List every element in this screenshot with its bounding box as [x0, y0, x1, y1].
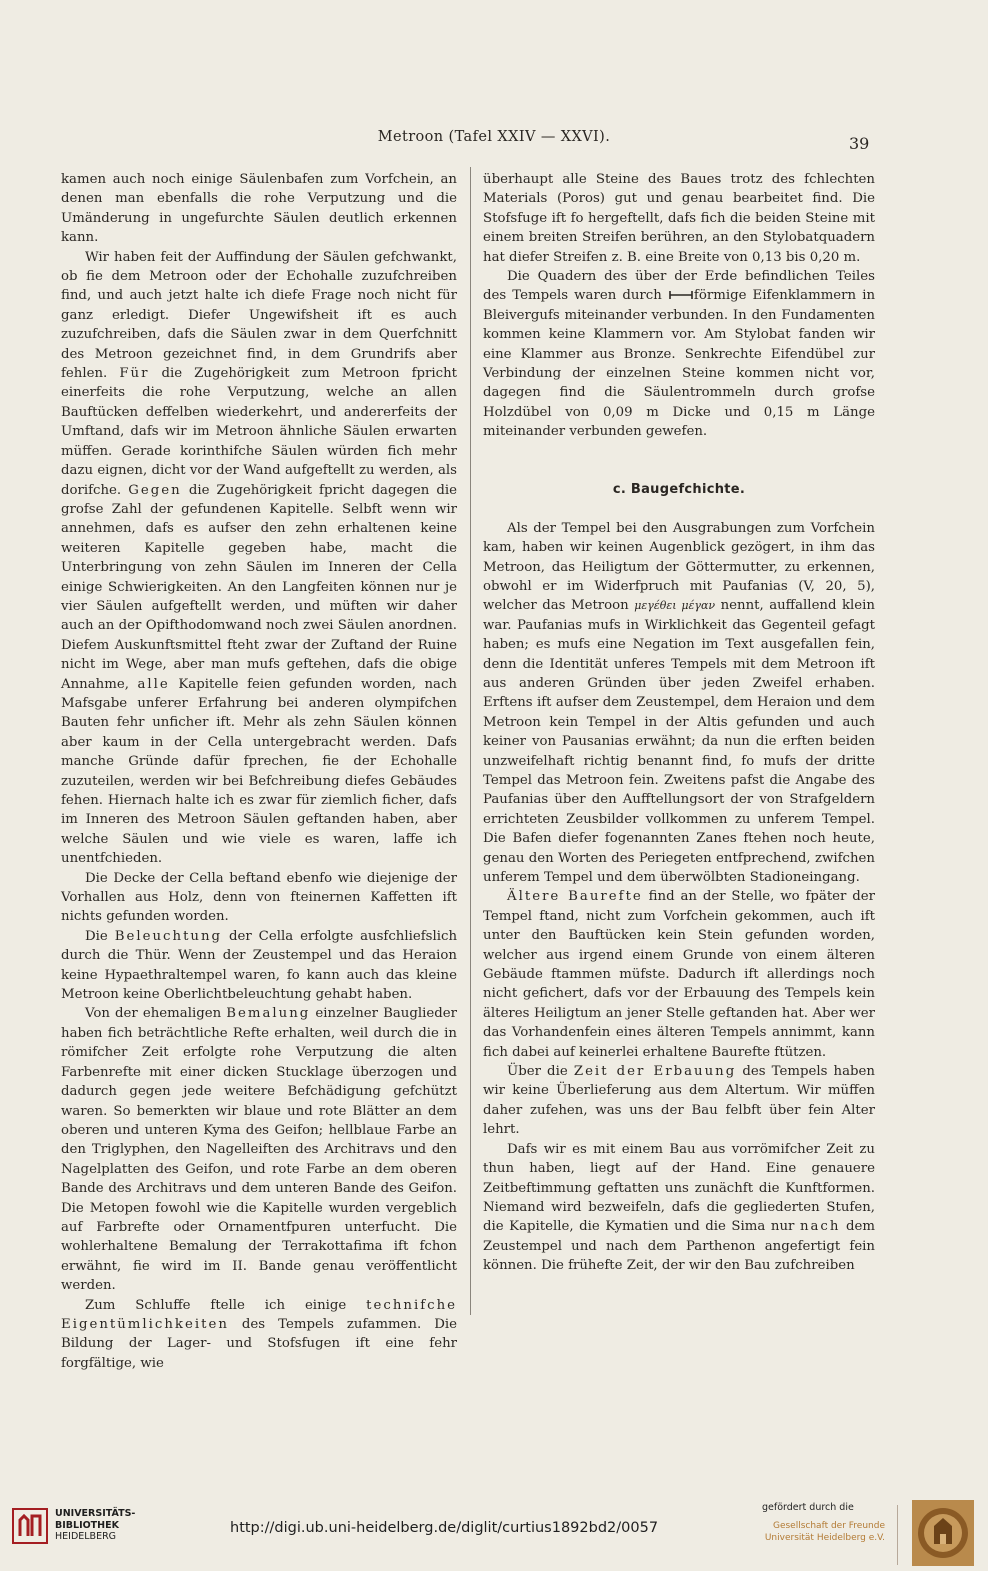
clamp-symbol-icon [668, 290, 694, 300]
section-heading: c. Baugefchichte. [612, 481, 746, 497]
column-divider [470, 167, 471, 1315]
footer-divider [897, 1505, 898, 1565]
paragraph: Von der ehemaligen Bemalung einzelner Bauglieder haben fich beträchtliche Refte erhalten, weil durch die in römifcher Zeit erfolgte rohe Verputzung die alten Farbenrefte mit einer dicken Stucklage überzogen und dadurch gegen jede weitere Befchädigung gefchützt waren. So bemerkten wir blaue und rote Blätter an dem oberen und unteren Kyma des Geifon; hellblaue Farbe an den Triglyphen, den Nagelleiften des Architravs und den Nagelplatten des Geifon, und rote Farbe an dem oberen Bande des Architravs und dem unteren Bande des Geifon. Die Metopen fowohl wie die Kapitelle wurden vergeblich auf Farbrefte oder Ornamentfpuren unterfucht. Die wohlerhaltene Bemalung der Terrakottafima ift fchon erwähnt, fie wird im II. Bande genau veröffentlicht werden. [61, 1006, 457, 1294]
paragraph: Die Quadern des über der Erde befindlichen Teiles des Tempels waren durch förmige Eifenklammern in Bleivergufs miteinander verbunden. In den Fundamenten kommen keine Klammern vor. Am Stylobat fanden wir eine Klammer aus Bronze. Senkrechte Eifendübel zur Verbindung der einzelnen Steine kommen nicht vor, dagegen find die Säulentrommeln durch grofse Holzdübel von 0,09 m Dicke und 0,15 m Länge miteinander verbunden gewefen. [483, 269, 876, 440]
source-url-link[interactable]: http://digi.ub.uni-heidelberg.de/diglit/curtius1892bd2/0057 [230, 1520, 659, 1536]
paragraph: überhaupt alle Steine des Baues trotz des fchlechten Materials (Poros) gut und genau bearbeitet find. Die Stofsfuge ift fo hergeftellt, dafs fich die beiden Steine mit einem breiten Streifen berühren, an den Stylobatquadern hat diefer Streifen z. B. eine Breite von 0,13 bis 0,20 m. [483, 172, 875, 265]
university-library-logo-icon [12, 1508, 48, 1544]
library-name: UNIVERSITÄTS- BIBLIOTHEK HEIDELBERG [55, 1508, 136, 1542]
right-column [483, 170, 875, 1276]
paragraph: Die Beleuchtung der Cella erfolgte ausfchliefslich durch die Thür. Wenn der Zeustempel und das Heraion keine Hypaethraltempel waren, fo kann auch das kleine Metroon keine Oberlichtbeleuchtung gehabt haben. [61, 928, 458, 1003]
funded-by-label: gefördert durch die [762, 1502, 854, 1513]
society-name: Gesellschaft der Freunde Universität Heidelberg e.V. [764, 1521, 885, 1543]
paragraph: kamen auch noch einige Säulenbafen zum Vorfchein, an denen man ebenfalls die rohe Verputzung und die Umänderung in ungefurchte Säulen deutlich erkennen kann. [61, 172, 457, 246]
paragraph: Wir haben feit der Auffindung der Säulen gefchwankt, ob fie dem Metroon oder der Echohalle zuzufchreiben find, und auch jetzt halte ich diefe Frage noch nicht für ganz erledigt. Diefer Ungewifsheit ift es auch zuzufchreiben, dafs die Säulen zwar in dem Querfchnitt des Metroon gezeichnet find, in dem Grundrifs aber fehlen. Für die Zugehörigkeit zum Metroon fpricht einerfeits die rohe Verputzung, welche an allen Bauftücken deffelben wiederkehrt, und andererfeits der Umftand, dafs wir im Metroon ähnliche Säulen erwarten müffen. Gerade korinthifche Säulen würden fich mehr dazu eignen, dicht vor der Wand aufgeftellt zu werden, als dorifche. Gegen die Zugehörigkeit fpricht dagegen die grofse Zahl der gefundenen Kapitelle. Selbft wenn wir annehmen, dafs es aufser den zehn erhaltenen keine weiteren Kapitelle gegeben habe, macht die Unterbringung von zehn Säulen im Inneren der Cella einige Schwierigkeiten. An den Langfeiten können nur je vier Säulen aufgeftellt werden, und müften wir daher auch an der Opifthodomwand noch zwei Säulen anordnen. Diefem Auskunftsmittel fteht zwar der Zuftand der Ruine nicht im Wege, aber man mufs geftehen, dafs die obige Annahme, alle Kapitelle feien gefunden worden, nach Mafsgabe unferer Erfahrung bei anderen olympifchen Bauten fehr unficher ift. Mehr als zehn Säulen können aber kaum in der Cella untergebracht werden. Dafs manche Gründe dafür fprechen, fie der Echohalle zuzuteilen, werden wir bei Befchreibung diefes Gebäudes fehen. Hiernach halte ich es zwar für ziemlich ficher, dafs im Inneren des Metroon Säulen geftanden haben, aber welche Säulen und wie viele es waren, laffe ich unentfchieden. [61, 249, 458, 867]
page-number: 39 [849, 134, 870, 153]
paragraph: Als der Tempel bei den Ausgrabungen zum Vorfchein kam, haben wir keinen Augenblick gezögert, in ihm das Metroon, das Heiligtum der Göttermutter, zu erkennen, obwohl er im Widerfpruch mit Paufanias (V, 20, 5), welcher das Metroon μεγέθει μέγαν nennt, auffallend klein war. Paufanias mufs in Wirklichkeit das Gegenteil gefagt haben; es mufs eine Negation im Text ausgefallen fein, denn die Identität unferes Tempels mit dem Metroon ift aus anderen Gründen über jeden Zweifel erhaben. Erftens ift aufser dem Zeustempel, dem Heraion und dem Metroon kein Tempel in der Altis gefunden und auch keiner von Pausanias erwähnt; da nun die erften beiden unzweifelhaft richtig benannt find, fo mufs der dritte Tempel das Metroon fein. Zweitens pafst die Angabe des Paufanias über den Aufftellungsort der von Strafgeldern errichteten Zeusbilder vollkommen zu unferem Tempel. Die Bafen diefer fogenannten Zanes ftehen noch heute, genau den Worten des Periegeten entfprechend, zwifchen unferem Tempel und dem überwölbten Stadioneingang. [483, 520, 875, 885]
running-header: Metroon (Tafel XXIV — XXVI). [377, 129, 611, 145]
university-seal-icon [912, 1500, 974, 1566]
left-column [61, 170, 457, 1373]
paragraph: Zum Schluffe ftelle ich einige technifche Eigentümlichkeiten des Tempels zufammen. Die Bildung der Lager- und Stofsfugen ift eine fehr forgfältige, wie [61, 1297, 457, 1371]
paragraph: Über die Zeit der Erbauung des Tempels haben wir keine Überlieferung aus dem Altertum. Wir müffen daher zufehen, was uns der Bau felbft über fein Alter lehrt. [483, 1064, 875, 1138]
paragraph: Die Decke der Cella beftand ebenfo wie diejenige der Vorhallen aus Holz, denn von fteinernen Kaffetten ift nichts gefunden worden. [61, 870, 457, 925]
paragraph: Ältere Baurefte find an der Stelle, wo fpäter der Tempel ftand, nicht zum Vorfchein gekommen, auch ift unter den Bauftücken kein Stein gefunden worden, welcher aus irgend einem Grunde von einem älteren Gebäude ftammen müfste. Dadurch ift allerdings noch nicht gefichert, dafs vor der Erbauung des Tempels kein älteres Heiligtum an jener Stelle geftanden hat. Aber wer das Vorhandenfein eines älteren Tempels annimmt, kann fich dabei auf keinerlei erhaltene Baurefte ftützen. [483, 889, 875, 1060]
paragraph: Dafs wir es mit einem Bau aus vorrömifcher Zeit zu thun haben, liegt auf der Hand. Eine genauere Zeitbeftimmung geftatten uns zunächft die Kunftformen. Niemand wird bezweifeln, dafs die gegliederten Stufen, die Kapitelle, die Kymatien und die Sima nur nach dem Zeustempel und nach dem Parthenon angefertigt fein können. Die frühefte Zeit, der wir den Bau zufchreiben [483, 1141, 876, 1274]
